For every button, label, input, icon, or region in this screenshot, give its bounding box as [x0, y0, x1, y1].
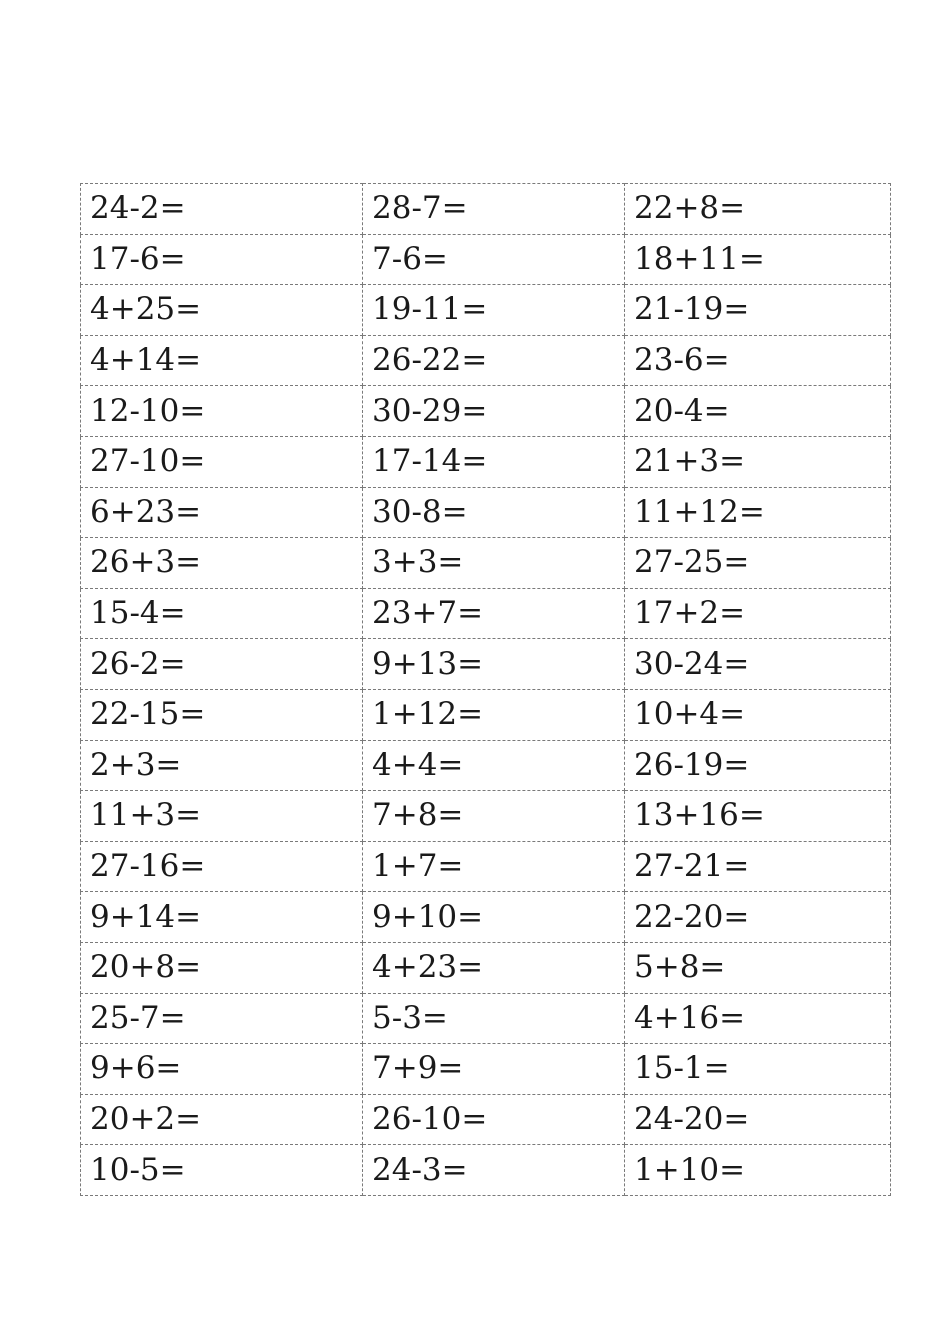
table-row — [81, 689, 891, 740]
table-row — [81, 234, 891, 285]
problem-cell: 25-7= — [81, 993, 363, 1044]
problem-cell: 24-20= — [625, 1094, 891, 1145]
problem-cell: 26-10= — [363, 1094, 625, 1145]
table-row — [81, 1145, 891, 1196]
problem-cell: 20+2= — [81, 1094, 363, 1145]
table-row — [81, 487, 891, 538]
table-row — [81, 942, 891, 993]
problem-cell: 1+7= — [363, 841, 625, 892]
problem-cell: 28-7= — [363, 184, 625, 235]
problem-cell: 26+3= — [81, 538, 363, 589]
table-row — [81, 1094, 891, 1145]
arithmetic-worksheet-table — [80, 183, 891, 1196]
problem-cell: 11+12= — [625, 487, 891, 538]
table-row — [81, 841, 891, 892]
problem-cell: 17+2= — [625, 588, 891, 639]
problem-cell: 4+25= — [81, 285, 363, 336]
table-row — [81, 1044, 891, 1095]
table-row — [81, 386, 891, 437]
problem-cell: 22-20= — [625, 892, 891, 943]
table-row — [81, 791, 891, 842]
problem-cell: 21-19= — [625, 285, 891, 336]
problem-cell: 20+8= — [81, 942, 363, 993]
problem-cell: 5-3= — [363, 993, 625, 1044]
problem-cell: 27-21= — [625, 841, 891, 892]
table-row — [81, 740, 891, 791]
problem-cell: 27-25= — [625, 538, 891, 589]
table-row — [81, 538, 891, 589]
problem-cell: 23-6= — [625, 335, 891, 386]
problem-cell: 9+14= — [81, 892, 363, 943]
problem-cell: 15-1= — [625, 1044, 891, 1095]
table-row — [81, 639, 891, 690]
problem-cell: 21+3= — [625, 436, 891, 487]
problem-cell: 12-10= — [81, 386, 363, 437]
table-row — [81, 335, 891, 386]
problem-cell: 4+14= — [81, 335, 363, 386]
problem-cell: 17-6= — [81, 234, 363, 285]
worksheet-body — [81, 184, 891, 1196]
problem-cell: 10-5= — [81, 1145, 363, 1196]
problem-cell: 19-11= — [363, 285, 625, 336]
problem-cell: 30-8= — [363, 487, 625, 538]
problem-cell: 4+4= — [363, 740, 625, 791]
problem-cell: 5+8= — [625, 942, 891, 993]
problem-cell: 24-3= — [363, 1145, 625, 1196]
problem-cell: 15-4= — [81, 588, 363, 639]
table-row — [81, 588, 891, 639]
problem-cell: 20-4= — [625, 386, 891, 437]
problem-cell: 9+6= — [81, 1044, 363, 1095]
problem-cell: 7+8= — [363, 791, 625, 842]
problem-cell: 7-6= — [363, 234, 625, 285]
problem-cell: 22-15= — [81, 689, 363, 740]
problem-cell: 3+3= — [363, 538, 625, 589]
problem-cell: 10+4= — [625, 689, 891, 740]
problem-cell: 13+16= — [625, 791, 891, 842]
problem-cell: 18+11= — [625, 234, 891, 285]
problem-cell: 26-2= — [81, 639, 363, 690]
problem-cell: 11+3= — [81, 791, 363, 842]
table-row — [81, 436, 891, 487]
problem-cell: 24-2= — [81, 184, 363, 235]
problem-cell: 22+8= — [625, 184, 891, 235]
problem-cell: 1+10= — [625, 1145, 891, 1196]
problem-cell: 4+23= — [363, 942, 625, 993]
table-row — [81, 285, 891, 336]
problem-cell: 6+23= — [81, 487, 363, 538]
problem-cell: 17-14= — [363, 436, 625, 487]
problem-cell: 30-29= — [363, 386, 625, 437]
problem-cell: 7+9= — [363, 1044, 625, 1095]
problem-cell: 26-19= — [625, 740, 891, 791]
problem-cell: 26-22= — [363, 335, 625, 386]
problem-cell: 27-10= — [81, 436, 363, 487]
problem-cell: 9+13= — [363, 639, 625, 690]
problem-cell: 2+3= — [81, 740, 363, 791]
problem-cell: 27-16= — [81, 841, 363, 892]
problem-cell: 23+7= — [363, 588, 625, 639]
table-row — [81, 184, 891, 235]
problem-cell: 4+16= — [625, 993, 891, 1044]
problem-cell: 1+12= — [363, 689, 625, 740]
table-row — [81, 993, 891, 1044]
table-row — [81, 892, 891, 943]
problem-cell: 30-24= — [625, 639, 891, 690]
problem-cell: 9+10= — [363, 892, 625, 943]
